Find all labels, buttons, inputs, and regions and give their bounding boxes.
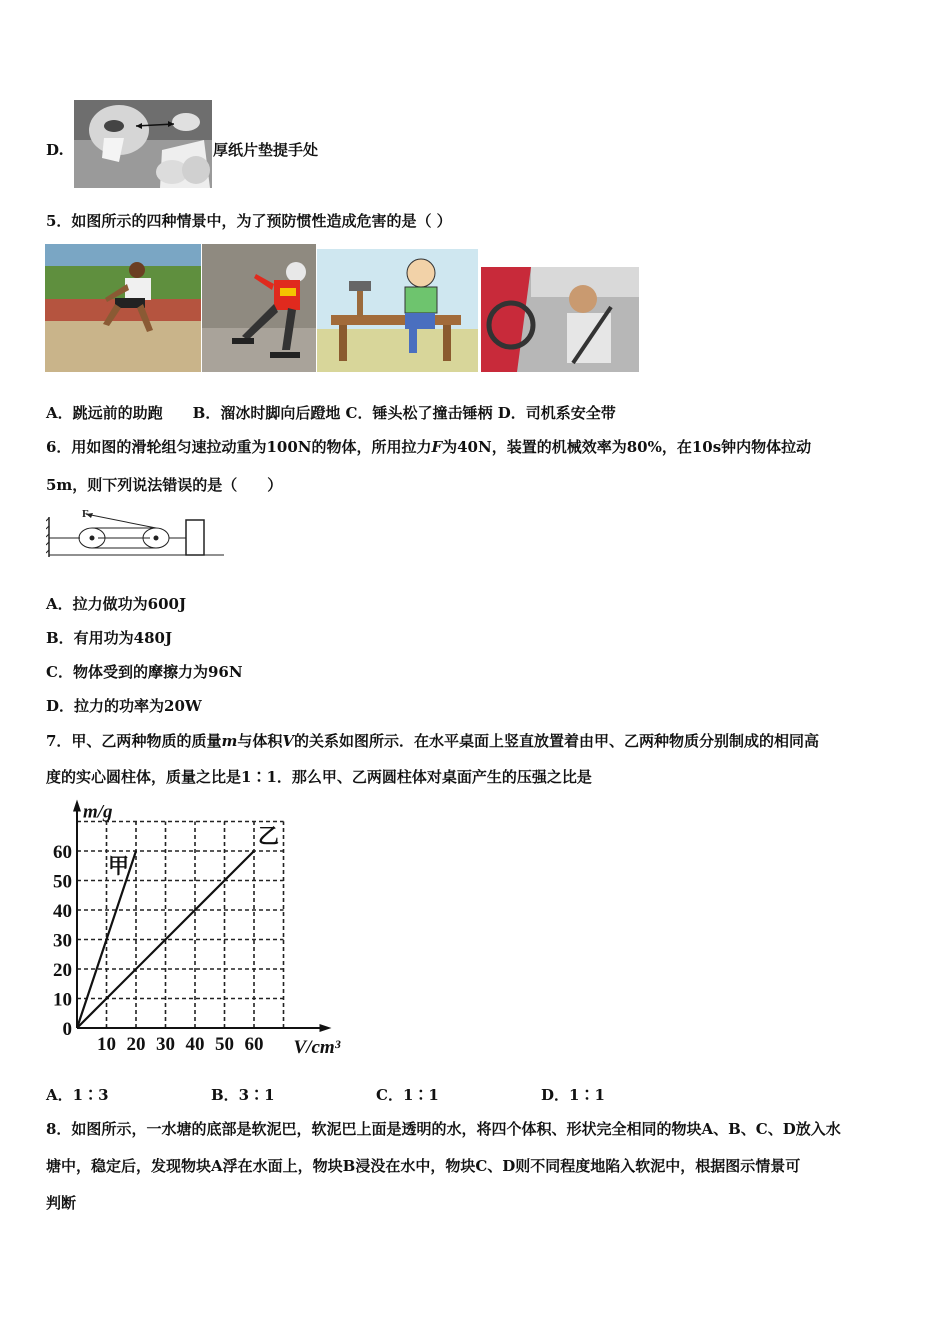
x-tick-label: 50 (215, 1034, 234, 1055)
q7-var-m: m (221, 732, 238, 750)
paper-handle-photo (74, 100, 212, 188)
q5-photo-hammer (317, 249, 478, 372)
q4-option-d-label: D. (46, 141, 64, 159)
q7-option-c: C．1∶1 (376, 1086, 439, 1104)
q6-stem-part2: 为40N，装置的机械效率为80%，在10s钟内物体拉动 (442, 438, 812, 456)
x-tick-label: 10 (97, 1034, 116, 1055)
q5-photo-long-jump (45, 244, 201, 372)
q7-option-b: B．3∶1 (211, 1086, 275, 1104)
y-tick-label: 20 (53, 960, 72, 981)
q5-stem: 5．如图所示的四种情景中，为了预防惯性造成危害的是（ ） (46, 212, 452, 230)
y-axis-label: m/g (83, 801, 113, 823)
y-axis-arrow (73, 800, 81, 812)
y-tick-label: 40 (53, 901, 72, 922)
q6-option-c: C．物体受到的摩擦力为96N (46, 663, 243, 681)
mass-volume-chart-svg (40, 793, 380, 1063)
q7-var-v: V (282, 732, 294, 750)
q6-option-d: D．拉力的功率为20W (46, 697, 202, 715)
q7-stem-line2: 度的实心圆柱体，质量之比是1∶1．那么甲、乙两圆柱体对桌面产生的压强之比是 (46, 768, 592, 786)
q7-stem-part2: 与体积 (237, 732, 283, 750)
y-tick-label: 10 (53, 989, 72, 1011)
q6-stem-line1 (46, 437, 811, 457)
force-label: F (82, 508, 89, 520)
q7-stem-part3: 的关系如图所示．在水平桌面上竖直放置着由甲、乙两种物质分别制成的相同高 (293, 732, 819, 750)
q7-stem-line1 (46, 731, 819, 751)
mass-volume-chart (40, 793, 380, 1063)
pulley-diagram (46, 505, 224, 561)
q4-option-d-text: 厚纸片垫提手处 (213, 141, 319, 159)
q6-stem-line2: 5m，则下列说法错误的是（ ） (46, 476, 283, 494)
q7-option-d: D．1∶1 (541, 1086, 605, 1104)
y-tick-label: 30 (53, 930, 72, 952)
series-label-1: 甲 (108, 854, 129, 878)
q6-option-b: B．有用功为480J (46, 629, 173, 647)
q5-options: A．跳远前的助跑 B．溜冰时脚向后蹬地 C．锤头松了撞击锤柄 D．司机系安全带 (46, 404, 616, 422)
q8-stem-line1: 8．如图所示，一水塘的底部是软泥巴，软泥巴上面是透明的水，将四个体积、形状完全相同的物块A、B、C、D放入水 (46, 1120, 841, 1138)
y-tick-label: 60 (53, 842, 72, 863)
q6-option-a: A．拉力做功为600J (46, 595, 187, 613)
q5-photo-skating (202, 244, 316, 372)
q6-stem-part1: 6．用如图的滑轮组匀速拉动重为100N的物体，所用拉力 (46, 438, 432, 456)
x-tick-label: 20 (126, 1034, 146, 1055)
x-tick-label: 30 (156, 1034, 175, 1055)
q5-photo-seatbelt (481, 267, 639, 372)
x-tick-label: 40 (185, 1034, 205, 1055)
y-tick-label: 50 (53, 871, 72, 893)
q4-option-d-photo (74, 100, 212, 188)
q6-var-f: F (431, 438, 443, 456)
y-tick-label: 0 (62, 1019, 72, 1040)
q7-option-a: A．1∶3 (46, 1086, 109, 1104)
x-axis-label: V/cm³ (293, 1037, 341, 1058)
q7-stem-part1: 7．甲、乙两种物质的质量 (46, 732, 222, 750)
series-label-2: 乙 (258, 824, 279, 848)
q8-stem-line3: 判断 (46, 1194, 77, 1212)
x-axis-arrow (320, 1024, 332, 1032)
x-tick-label: 60 (244, 1034, 264, 1055)
q8-stem-line2: 塘中，稳定后，发现物块A浮在水面上，物块B浸没在水中，物块C、D则不同程度地陷入软泥中，根据图示情景可 (46, 1157, 801, 1175)
